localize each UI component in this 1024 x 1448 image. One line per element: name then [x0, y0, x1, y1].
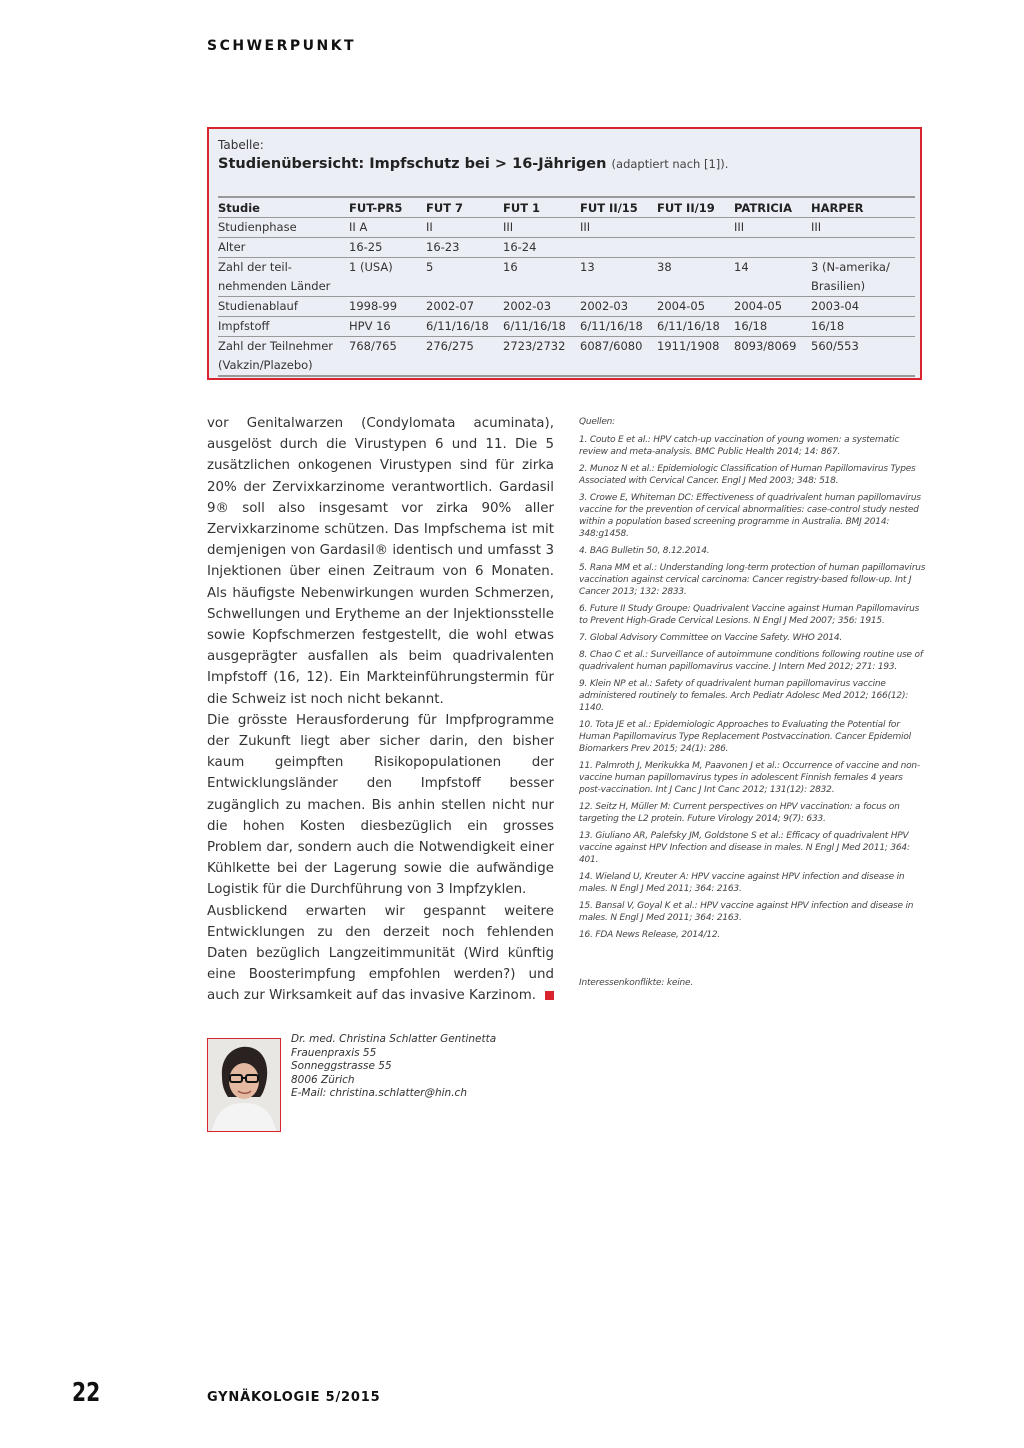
table-cell: II [426, 218, 503, 238]
reference-item: 12. Seitz H, Müller M: Current perspectives on HPV vaccination: a focus on targeting the L2 protein. Future Virology 2014; 9(7): 633. [579, 802, 900, 824]
table-cell: III [734, 218, 811, 238]
table-cell [503, 356, 580, 376]
table-cell: 16 [503, 260, 518, 274]
table-cell [734, 356, 811, 376]
table-title-note: (adaptiert nach [1]). [611, 157, 729, 171]
table-cell: III [580, 218, 657, 238]
table-caption: Tabelle: [218, 138, 264, 152]
author-name: Dr. med. Christina Schlatter Gentinetta [291, 1033, 497, 1045]
author-address-line: Sonneggstrasse 55 [291, 1060, 392, 1072]
table-cell: 768/765 [349, 339, 397, 353]
table-cell: 14 [734, 260, 749, 274]
reference-item: 10. Tota JE et al.: Epidemiologic Approaches to Evaluating the Potential for Human Papillomavirus Type Replacement Postvaccination. Cancer Epidemiol Biomarkers Prev 2015; 24(1): 286. [579, 720, 911, 754]
column-header: FUT-PR5 [349, 197, 426, 218]
table-cell [503, 277, 580, 297]
table-row [218, 277, 915, 297]
table-cell: 16-24 [503, 238, 580, 258]
table-cell: II A [349, 218, 426, 238]
reference-item: 11. Palmroth J, Merikukka M, Paavonen J et al.: Occurrence of vaccine and non-vaccine human papillomavirus types in adolescent Finnish females 4 years post-vaccination. Int J Canc J Int Canc 2012; 131(12): 2832. [579, 761, 920, 795]
table-cell [734, 277, 811, 297]
reference-item: 15. Bansal V, Goyal K et al.: HPV vaccine against HPV infection and disease in males. N Engl J Med 2011; 364: 2163. [579, 901, 914, 923]
table-cell: 3 (N-amerika/ [811, 260, 890, 274]
reference-item: 13. Giuliano AR, Palefsky JM, Goldstone S et al.: Efficacy of quadrivalent HPV vaccine against HPV Infection and disease in males. N Engl J Med 2011; 364: 401. [579, 831, 910, 865]
author-address-line: 8006 Zürich [291, 1073, 355, 1086]
row-label: Studienablauf [218, 297, 349, 317]
author-portrait-icon [208, 1039, 280, 1131]
table-cell [426, 356, 503, 376]
table-title [218, 156, 728, 172]
reference-item: 9. Klein NP et al.: Safety of quadrivalent human papillomavirus vaccine administered routinely to females. Arch Pediatr Adolesc Med 2012; 166(12): 1140. [579, 679, 909, 713]
references [579, 416, 927, 989]
study-table-box [207, 127, 922, 380]
author-email: E-Mail: christina.schlatter@hin.ch [291, 1087, 467, 1099]
row-label: Zahl der teil- [218, 260, 292, 274]
reference-item: 3. Crowe E, Whiteman DC: Effectiveness of quadrivalent human papillomavirus vaccine for the prevention of cervical abnormalities: case-control study nested within a population based screening programme in Australia. BMJ 2014: 348:g1458. [579, 493, 921, 539]
author-photo [207, 1038, 281, 1132]
reference-item: 2. Munoz N et al.: Epidemiologic Classification of Human Papillomavirus Types Associated with Cervical Cancer. Engl J Med 2003; 348: 518. [579, 464, 916, 486]
table-cell: 5 [426, 260, 434, 274]
author-address-line: Frauenpraxis 55 [291, 1046, 377, 1059]
table-cell [349, 277, 426, 297]
table-cell: 1911/1908 [657, 339, 720, 353]
row-label: nehmenden Länder [218, 277, 349, 297]
reference-item: 16. FDA News Release, 2014/12. [579, 930, 721, 940]
table-cell: 16/18 [734, 317, 811, 337]
reference-item: 7. Global Advisory Committee on Vaccine Safety. WHO 2014. [579, 633, 843, 643]
author-info [291, 1033, 496, 1101]
reference-item: 14. Wieland U, Kreuter A: HPV vaccine against HPV infection and disease in males. N Engl J Med 2011; 364: 2163. [579, 872, 905, 894]
table-cell: 16/18 [811, 317, 915, 337]
table-cell: 6/11/16/18 [426, 317, 503, 337]
references-heading: Quellen: [579, 417, 615, 427]
table-cell: 6087/6080 [580, 339, 643, 353]
reference-item: 1. Couto E et al.: HPV catch-up vaccination of young women: a systematic review and meta-analysis. BMC Public Health 2014; 14: 867. [579, 435, 900, 457]
table-row [218, 356, 915, 376]
study-table [218, 196, 915, 377]
row-label: Studienphase [218, 218, 349, 238]
table-cell [426, 277, 503, 297]
row-label: Zahl der Teilnehmer [218, 339, 334, 353]
table-cell: 2002-03 [503, 297, 580, 317]
table-row [218, 258, 915, 278]
reference-item: 4. BAG Bulletin 50, 8.12.2014. [579, 546, 710, 556]
table-row [218, 238, 915, 258]
table-cell: 38 [657, 260, 672, 274]
table-cell [657, 277, 734, 297]
end-of-article-icon [545, 991, 554, 1000]
article-body [207, 413, 554, 1007]
table-cell: 2002-07 [426, 297, 503, 317]
table-cell [580, 356, 657, 376]
table-cell [734, 238, 811, 258]
column-header: FUT II/19 [657, 197, 734, 218]
table-cell: 1998-99 [349, 297, 426, 317]
body-paragraph-last [207, 901, 554, 1007]
table-cell: 560/553 [811, 339, 859, 353]
table-cell: Brasilien) [811, 277, 915, 297]
table-cell: 2003-04 [811, 297, 915, 317]
body-paragraph: vor Genitalwarzen (Condylomata acuminata), ausgelöst durch die Virustypen 6 und 11. Die 5 zusätzlichen onkogenen Virustypen sind für zirka 20% der Zervixkarzinome verantwortlich. Gardasil 9® soll also insgesamt vor zirka 90% aller Zervixkarzinome schützen. Das Impfschema ist mit demjenigen von Gardasil® identisch und umfasst 3 Injektionen über einen Zeitraum von 6 Monaten. Als häufigste Nebenwirkungen wurden Schmerzen, Schwellungen und Erytheme an der Injektionsstelle sowie Kopfschmerzen festgestellt, die wohl etwas ausgeprägter ausfallen als beim quadrivalenten Impfstoff (16, 12). Ein Markteinführungstermin für die Schweiz ist noch nicht bekannt. [207, 416, 554, 707]
table-cell: 16-23 [426, 238, 503, 258]
journal-name: GYNÄKOLOGIE 5/2015 [207, 1390, 381, 1405]
table-header-row [218, 197, 915, 218]
table-title-main: Studienübersicht: Impfschutz bei > 16-Jährigen [218, 156, 607, 172]
table-cell: 13 [580, 260, 595, 274]
column-header: PATRICIA [734, 197, 811, 218]
table-cell: 2002-03 [580, 297, 657, 317]
table-cell: 2723/2732 [503, 339, 566, 353]
page-number: 22 [72, 1378, 101, 1408]
body-paragraph: Die grösste Herausforderung für Impfprogramme der Zukunft liegt aber sicher darin, den bisher kaum geimpften Risikopopulationen der Entwicklungsländer den Impfstoff besser zugänglich zu machen. Bis anhin stellen nicht nur die hohen Kosten diesbezüglich ein grosses Problem dar, sondern auch die Notwendigkeit einer Kühlkette bei der Lagerung sowie die aufwändige Logistik für die Durchführung von 3 Impfzyklen. [207, 712, 554, 898]
reference-item: 8. Chao C et al.: Surveillance of autoimmune conditions following routine use of quadrivalent human papillomavirus vaccine. J Intern Med 2012; 271: 193. [579, 650, 923, 672]
table-cell [657, 218, 734, 238]
column-header: FUT 1 [503, 197, 580, 218]
table-cell: 6/11/16/18 [580, 317, 657, 337]
column-header: HARPER [811, 197, 915, 218]
table-cell: 6/11/16/18 [657, 317, 734, 337]
reference-item: 6. Future II Study Groupe: Quadrivalent Vaccine against Human Papillomavirus to Prevent High-Grade Cervical Lesions. N Engl J Med 2007; 356: 1915. [579, 604, 920, 626]
table-cell [580, 277, 657, 297]
table-row [218, 297, 915, 317]
body-paragraph-text: Ausblickend erwarten wir gespannt weitere Entwicklungen zu den derzeit noch fehlenden Daten bezüglich Langzeitimmunität (Wird künftig eine Boosterimpfung empfohlen werden?) und auch zur Wirksamkeit auf das invasive Karzinom. [207, 903, 554, 1004]
row-label: Alter [218, 238, 349, 258]
conflict-of-interest: Interessenkonflikte: keine. [579, 978, 693, 988]
table-row [218, 218, 915, 238]
table-cell [657, 356, 734, 376]
table-cell: III [503, 218, 580, 238]
table-cell: 276/275 [426, 339, 474, 353]
column-header: Studie [218, 197, 349, 218]
row-label: Impfstoff [218, 317, 349, 337]
table-cell [811, 356, 915, 376]
row-label: (Vakzin/Plazebo) [218, 356, 349, 376]
reference-item: 5. Rana MM et al.: Understanding long-term protection of human papillomavirus vaccination against cervical carcinoma: Cancer registry-based follow-up. Int J Cancer 2013; 132: 2833. [579, 563, 926, 597]
column-header: FUT II/15 [580, 197, 657, 218]
table-cell: 16-25 [349, 238, 426, 258]
table-cell: 1 (USA) [349, 260, 393, 274]
table-cell [349, 356, 426, 376]
table-cell [811, 238, 915, 258]
table-cell [657, 238, 734, 258]
table-row [218, 337, 915, 357]
table-cell: 8093/8069 [734, 339, 797, 353]
table-row [218, 317, 915, 337]
table-cell: III [811, 218, 915, 238]
column-header: FUT 7 [426, 197, 503, 218]
table-cell: HPV 16 [349, 317, 426, 337]
table-cell: 6/11/16/18 [503, 317, 580, 337]
table-cell: 2004-05 [734, 297, 811, 317]
table-cell: 2004-05 [657, 297, 734, 317]
table-cell [580, 238, 657, 258]
section-header: SCHWERPUNKT [207, 38, 357, 54]
